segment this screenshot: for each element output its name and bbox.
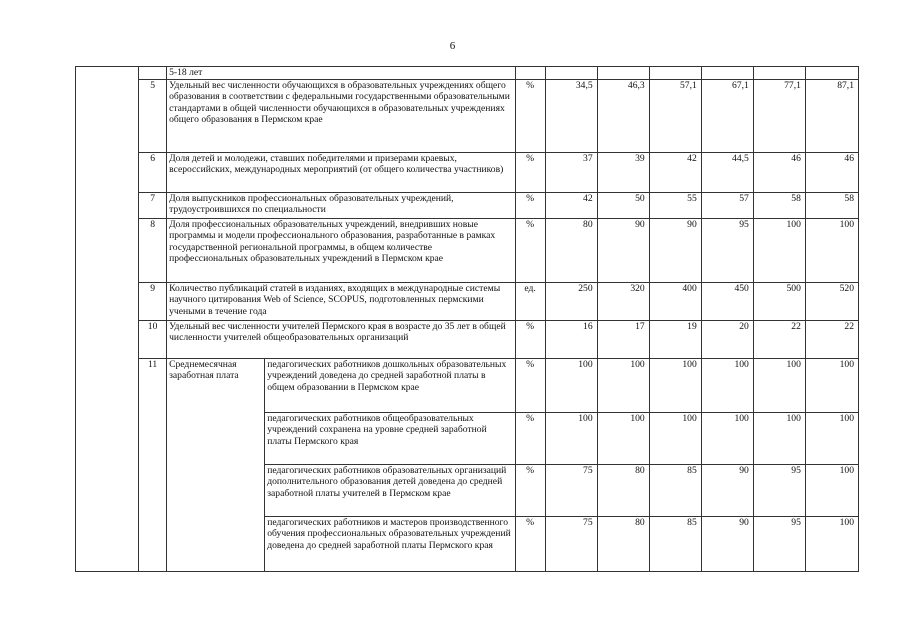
value-cell: 100: [805, 516, 858, 571]
value-cell: 80: [597, 464, 649, 516]
table-row: [76, 320, 859, 358]
value-cell: 100: [805, 218, 858, 282]
indicator-text: Количество публикаций статей в изданиях, входящих в международные системы научного цитирования Web of Science, SCOPUS, подготовленных пермскими учеными в течение года: [167, 282, 515, 320]
value-cell: 100: [597, 412, 649, 464]
indicator-text: Удельный вес численности учителей Пермского края в возрасте до 35 лет в общей численности учителей общеобразовательных организаций: [167, 320, 515, 358]
value-cell: 100: [753, 358, 805, 412]
value-cell: 75: [545, 516, 597, 571]
unit-cell: %: [515, 218, 545, 282]
value-cell: 22: [805, 320, 858, 358]
value-cell: 250: [545, 282, 597, 320]
value-cell: 46: [753, 152, 805, 192]
table-row: [76, 282, 859, 320]
row-number: 11: [139, 358, 167, 571]
value-cell: 95: [753, 516, 805, 571]
unit-cell: %: [515, 152, 545, 192]
value-cell: 19: [649, 320, 701, 358]
indicator-text: Доля детей и молодежи, ставших победителями и призерами краевых, всероссийских, международных мероприятий (от общего количества участников): [167, 152, 515, 192]
value-cell: [753, 67, 805, 80]
indicator-text: Доля выпускников профессиональных образовательных учреждений, трудоустроившихся по специальности: [167, 192, 515, 218]
value-cell: 87,1: [805, 79, 858, 152]
value-cell: 100: [805, 464, 858, 516]
indicator-text: педагогических работников общеобразовательных учреждений сохранена на уровне средней заработной платы Пермского края: [265, 412, 515, 464]
value-cell: 75: [545, 464, 597, 516]
value-cell: 100: [649, 412, 701, 464]
value-cell: 80: [545, 218, 597, 282]
value-cell: 100: [805, 358, 858, 412]
section-cell: [76, 67, 139, 572]
value-cell: 58: [753, 192, 805, 218]
value-cell: 85: [649, 464, 701, 516]
indicator-group-label: Среднемесячная заработная плата: [167, 358, 265, 571]
value-cell: 57: [701, 192, 753, 218]
unit-cell: %: [515, 192, 545, 218]
value-cell: [597, 67, 649, 80]
value-cell: 520: [805, 282, 858, 320]
value-cell: 42: [649, 152, 701, 192]
value-cell: 80: [597, 516, 649, 571]
unit-cell: %: [515, 320, 545, 358]
value-cell: [805, 67, 858, 80]
table-row: [76, 152, 859, 192]
row-number: 10: [139, 320, 167, 358]
value-cell: 20: [701, 320, 753, 358]
indicator-text: 5-18 лет: [167, 67, 515, 80]
value-cell: 95: [753, 464, 805, 516]
page-number: 6: [449, 40, 456, 52]
unit-cell: %: [515, 79, 545, 152]
value-cell: 100: [805, 412, 858, 464]
unit-cell: %: [515, 464, 545, 516]
value-cell: [701, 67, 753, 80]
value-cell: 100: [701, 358, 753, 412]
value-cell: 17: [597, 320, 649, 358]
value-cell: 320: [597, 282, 649, 320]
table-row: [76, 67, 859, 80]
value-cell: 22: [753, 320, 805, 358]
indicator-text: Удельный вес численности обучающихся в образовательных учреждениях общего образования в соответствии с федеральными государственными образовательными стандартами в общей численности обучающихся в образовательных учреждениях общего образования в Пермском крае: [167, 79, 515, 152]
value-cell: 90: [701, 464, 753, 516]
row-number: 6: [139, 152, 167, 192]
value-cell: 100: [597, 358, 649, 412]
value-cell: 46,3: [597, 79, 649, 152]
table-row: [76, 358, 859, 412]
value-cell: 55: [649, 192, 701, 218]
value-cell: 450: [701, 282, 753, 320]
value-cell: 100: [753, 412, 805, 464]
value-cell: 90: [649, 218, 701, 282]
value-cell: 42: [545, 192, 597, 218]
value-cell: 100: [753, 218, 805, 282]
row-number: [139, 67, 167, 80]
value-cell: 100: [545, 412, 597, 464]
table-row: [76, 218, 859, 282]
value-cell: [649, 67, 701, 80]
row-number: 9: [139, 282, 167, 320]
row-number: 7: [139, 192, 167, 218]
row-number: 5: [139, 79, 167, 152]
value-cell: 100: [545, 358, 597, 412]
unit-cell: ед.: [515, 282, 545, 320]
value-cell: 90: [701, 516, 753, 571]
unit-cell: %: [515, 412, 545, 464]
indicator-text: педагогических работников образовательных организаций дополнительного образования детей доведена до средней заработной платы учителей в Пермском крае: [265, 464, 515, 516]
value-cell: 46: [805, 152, 858, 192]
value-cell: 37: [545, 152, 597, 192]
value-cell: 57,1: [649, 79, 701, 152]
table-row: [76, 192, 859, 218]
value-cell: 100: [701, 412, 753, 464]
value-cell: 34,5: [545, 79, 597, 152]
indicator-text: педагогических работников и мастеров производственного обучения профессиональных образовательных учреждений доведена до средней заработной платы Пермского края: [265, 516, 515, 571]
value-cell: 16: [545, 320, 597, 358]
value-cell: 39: [597, 152, 649, 192]
value-cell: 50: [597, 192, 649, 218]
indicators-table: [75, 66, 859, 572]
value-cell: 67,1: [701, 79, 753, 152]
value-cell: 400: [649, 282, 701, 320]
unit-cell: [515, 67, 545, 80]
indicator-text: Доля профессиональных образовательных учреждений, внедривших новые программы и модели профессионального образования, разработанные в рамках государственной региональной программы, в общем количестве профессиональных образовательных учреждений в Пермском крае: [167, 218, 515, 282]
value-cell: 100: [649, 358, 701, 412]
indicator-text: педагогических работников дошкольных образовательных учреждений доведена до средней заработной платы в общем образовании в Пермском крае: [265, 358, 515, 412]
value-cell: 90: [597, 218, 649, 282]
row-number: 8: [139, 218, 167, 282]
unit-cell: %: [515, 516, 545, 571]
unit-cell: %: [515, 358, 545, 412]
table-row: [76, 79, 859, 152]
value-cell: 44,5: [701, 152, 753, 192]
value-cell: 85: [649, 516, 701, 571]
value-cell: 58: [805, 192, 858, 218]
value-cell: [545, 67, 597, 80]
value-cell: 95: [701, 218, 753, 282]
value-cell: 77,1: [753, 79, 805, 152]
value-cell: 500: [753, 282, 805, 320]
